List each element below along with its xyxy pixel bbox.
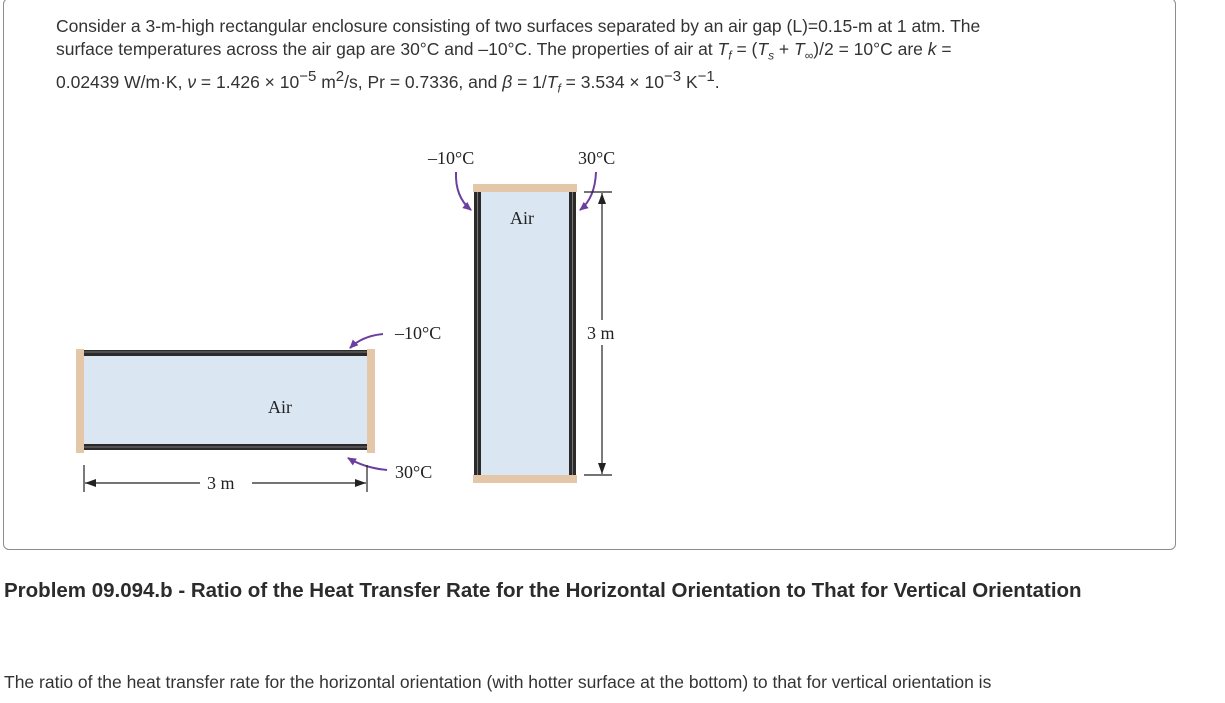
vertical-left-arrow bbox=[456, 172, 471, 210]
vertical-enclosure bbox=[427, 148, 615, 483]
horizontal-enclosure bbox=[76, 323, 441, 493]
problem-line-3: 0.02439 W/m·K, $\nu = 1.426 \times 10^{-5}$ $m^2/s$, Pr = 0.7336, and $\beta = 1/T_f = 3.534 \times 10^{-3}$ $K^{-1}$. bbox=[56, 68, 720, 96]
answer-prompt: The ratio of the heat transfer rate for the horizontal orientation (with hotter surface at the bottom) to that for vertical orientation is bbox=[4, 672, 992, 692]
vertical-right-temp: 30°C bbox=[578, 148, 616, 168]
vertical-right-arrow bbox=[580, 172, 596, 210]
vertical-top-cap bbox=[473, 184, 577, 192]
section-title: Problem 09.094.b - Ratio of the Heat Transfer Rate for the Horizontal Orientation to That for Vertical Orientation bbox=[4, 579, 1082, 602]
vertical-left-temp: –10°C bbox=[428, 148, 475, 168]
problem-line-2: surface temperatures across the air gap are 30°C and –10°C. The properties of air at $T_f = (T_s + T_\infty)/2 = 10^\circ C$ are k = bbox=[56, 39, 952, 63]
vertical-bottom-cap bbox=[473, 475, 577, 483]
problem-line-1: Consider a 3-m-high rectangular enclosure consisting of two surfaces separated by an air gap (L)=0.15-m at 1 atm. The bbox=[56, 16, 981, 36]
horizontal-air-label: Air bbox=[268, 397, 292, 417]
horizontal-left-cap bbox=[76, 349, 84, 453]
horizontal-length-label: 3 m bbox=[207, 473, 235, 493]
vertical-height-label: 3 m bbox=[587, 323, 615, 343]
horizontal-air-gap bbox=[84, 355, 367, 447]
horizontal-right-cap bbox=[367, 349, 375, 453]
horizontal-top-temp: –10°C bbox=[395, 323, 442, 343]
vertical-air-label: Air bbox=[510, 208, 534, 228]
horizontal-top-arrow bbox=[350, 334, 383, 348]
vertical-air-gap bbox=[480, 192, 570, 475]
horizontal-top-wall bbox=[84, 350, 367, 356]
horizontal-bottom-temp: 30°C bbox=[395, 462, 433, 482]
